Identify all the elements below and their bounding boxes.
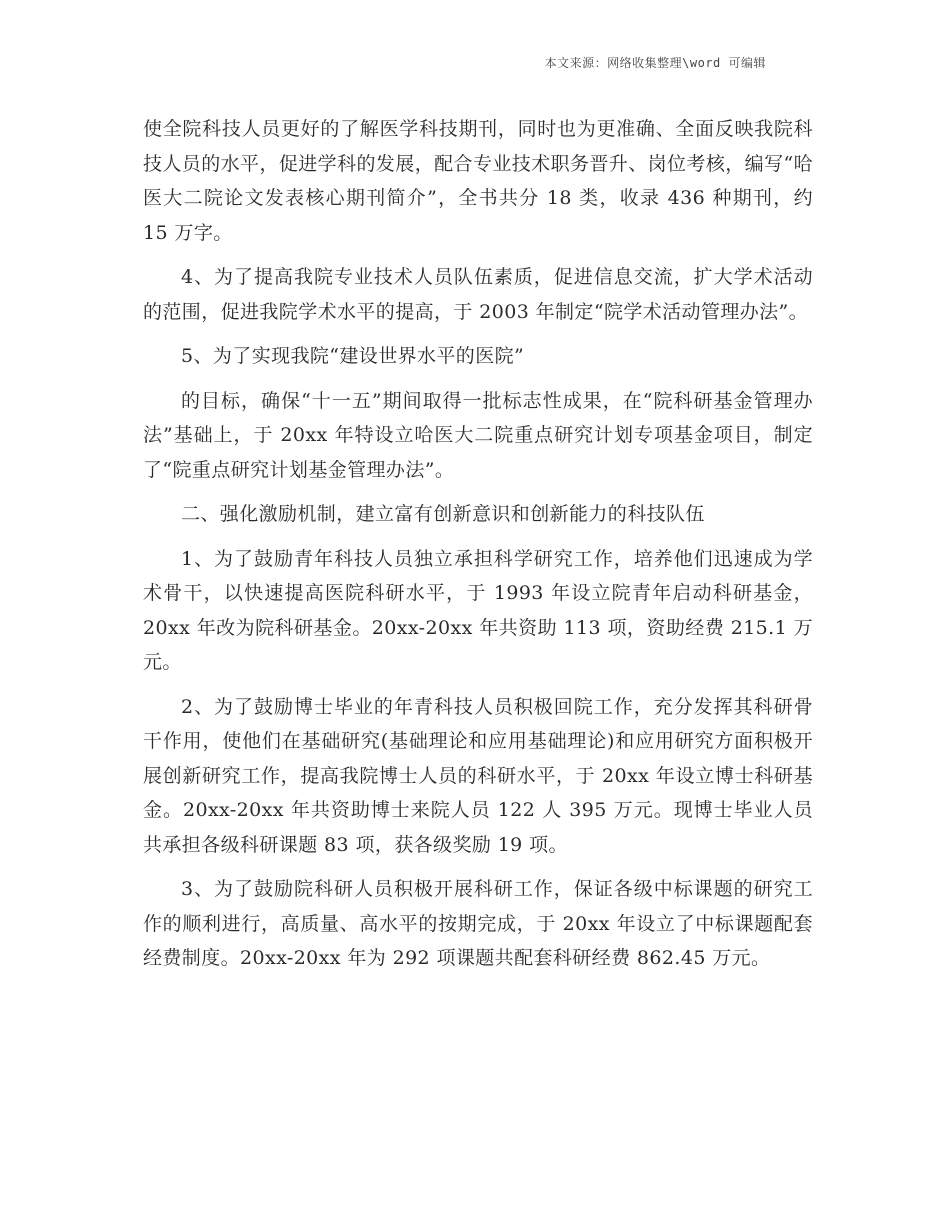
document-body [143, 112, 813, 986]
paragraph-item-5-heading: 5、为了实现我院“建设世界水平的医院” [181, 345, 525, 367]
paragraph-item-2: 2、为了鼓励博士毕业的年青科技人员积极回院工作，充分发挥其科研骨干作用，使他们在基础研究(基础理论和应用基础理论)和应用研究方面积极开展创新研究工作，提高我院博士人员的科研水平，于 20xx 年设立博士科研基金。20xx-20xx 年共资助博士来院人员 122 人 395 万元。现博士毕业人员共承担各级科研课题 83 项，获各级奖励 19 项。 [143, 695, 813, 856]
paragraph-item-5-body: 的目标，确保“十一五”期间取得一批标志性成果，在“院科研基金管理办法”基础上，于 20xx 年特设立哈医大二院重点研究计划专项基金项目，制定了“院重点研究计划基金管理办法”。 [143, 389, 813, 481]
paragraph-item-4: 4、为了提高我院专业技术人员队伍素质，促进信息交流，扩大学术活动的范围，促进我院学术水平的提高，于 2003 年制定“院学术活动管理办法”。 [143, 266, 813, 323]
paragraph-continuation: 使全院科技人员更好的了解医学科技期刊，同时也为更准确、全面反映我院科技人员的水平，促进学科的发展，配合专业技术职务晋升、岗位考核，编写“哈医大二院论文发表核心期刊简介”，全书共分 18 类，收录 436 种期刊，约 15 万字。 [143, 118, 813, 244]
paragraph-item-1: 1、为了鼓励青年科技人员独立承担科学研究工作，培养他们迅速成为学术骨干，以快速提高医院科研水平，于 1993 年设立院青年启动科研基金，20xx 年改为院科研基金。20xx-20xx 年共资助 113 项，资助经费 215.1 万元。 [143, 547, 813, 673]
paragraph-item-3: 3、为了鼓励院科研人员积极开展科研工作，保证各级中标课题的研究工作的顺利进行，高质量、高水平的按期完成，于 20xx 年设立了中标课题配套经费制度。20xx-20xx 年为 292 项课题共配套科研经费 862.45 万元。 [143, 878, 813, 969]
source-note: 本文来源：网络收集整理\word 可编辑 [544, 56, 766, 70]
section-heading-2: 二、强化激励机制，建立富有创新意识和创新能力的科技队伍 [181, 503, 705, 525]
